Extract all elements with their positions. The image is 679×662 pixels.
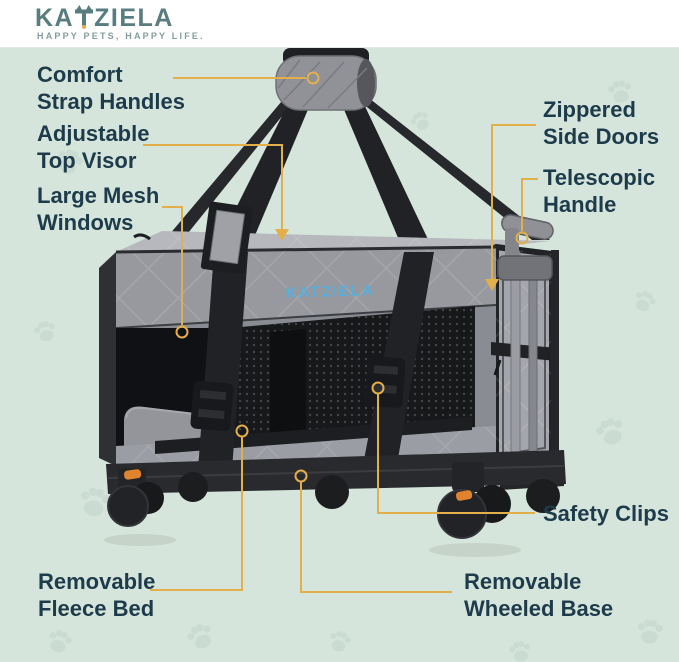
left-buckle-clip xyxy=(190,380,234,431)
label-adjustable-top-visor: Adjustable Top Visor xyxy=(37,121,150,173)
label-large-mesh-windows: Large Mesh Windows xyxy=(37,183,160,235)
label-removable-fleece-bed: Removable Fleece Bed xyxy=(38,569,156,621)
carrier-left-side xyxy=(99,252,116,466)
carrier-body xyxy=(99,231,557,468)
label-safety-clips: Safety Clips xyxy=(543,501,669,526)
removable-wheeled-base xyxy=(106,450,566,538)
caster-wheel xyxy=(315,475,349,509)
label-comfort-strap-handles: Comfort Strap Handles xyxy=(37,62,185,114)
id-window xyxy=(200,201,253,274)
brand-tagline: HAPPY PETS, HAPPY LIFE. xyxy=(37,31,205,41)
caster-wheel xyxy=(178,472,208,502)
wheel-shadow xyxy=(429,543,521,557)
label-removable-wheeled-base: Removable Wheeled Base xyxy=(464,569,614,621)
bag-logo-text: KATZIELA xyxy=(285,281,376,302)
logo-text-right: ZIELA xyxy=(94,4,174,32)
wheel-shadow xyxy=(104,534,176,546)
logo-text-left: KA xyxy=(35,4,75,32)
label-zippered-side-doors: Zippered Side Doors xyxy=(543,97,660,149)
right-buckle-clip xyxy=(364,356,405,409)
handle-clamp xyxy=(498,256,552,280)
label-telescopic-handle: Telescopic Handle xyxy=(543,165,656,217)
